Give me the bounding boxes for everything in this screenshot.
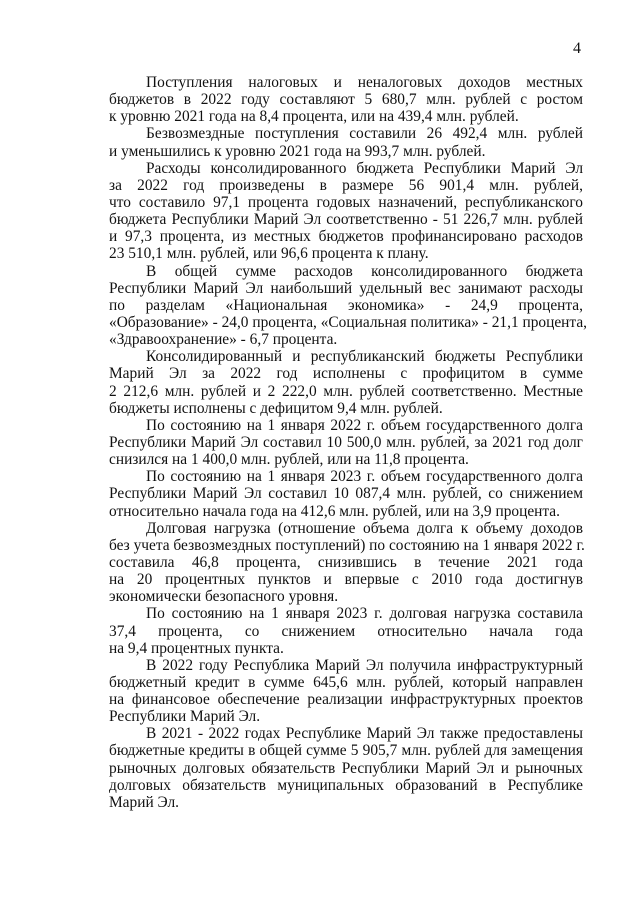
text-line: В 2022 году Республика Марий Эл получила инфраструктурный [146,656,583,674]
text-line: по разделам «Национальная экономика» - 24,9 процента, [109,296,583,314]
text-line: за 2022 год произведены в размере 56 901,4 млн. рублей, [109,176,583,194]
text-line: бюджеты исполнены с дефицитом 9,4 млн. рублей. [109,399,443,417]
paragraph [109,520,583,606]
text-line: Республики Марий Эл составил 10 087,4 млн. рублей, со снижением [109,485,583,503]
text-line: По состоянию на 1 января 2023 г. объем государственного долга [146,468,583,486]
text-line: В 2021 - 2022 годах Республике Марий Эл также предоставлены [146,725,583,743]
text-line: бюджетные кредиты в общей сумме 5 905,7 млн. рублей для замещения [109,742,583,760]
text-line: Республики Марий Эл наибольший удельный вес занимают расходы [109,279,583,297]
paragraph [109,262,588,349]
text-line: 2 212,6 млн. рублей и 2 222,0 млн. рублей соответственно. Местные [109,382,583,400]
text-line: и 97,3 процента, из местных бюджетов профинансировано расходов [109,228,583,246]
text-line: В общей сумме расходов консолидированного бюджета [146,262,583,280]
text-line: снизился на 1 400,0 млн. рублей, или на 11,8 процента. [109,451,469,469]
text-line: экономически безопасного уровня. [109,588,339,606]
text-line: без учета безвозмездных поступлений) по состоянию на 1 января 2022 г. [109,536,585,554]
text-line: Безвозмездные поступления составили 26 492,4 млн. рублей [146,125,583,143]
text-line: и уменьшились к уровню 2021 года на 993,7 млн. рублей. [109,142,486,160]
text-line: к уровню 2021 года на 8,4 процента, или на 439,4 млн. рублей. [109,108,519,126]
text-line: на финансовое обеспечение реализации инфраструктурных проектов [109,691,583,709]
text-line: Республики Марий Эл составил 10 500,0 млн. рублей, за 2021 год долг [109,433,583,451]
paragraph [109,160,583,263]
text-line: Расходы консолидированного бюджета Республики Марий Эл [146,159,583,177]
text-line: «Здравоохранение» - 6,7 процента. [109,331,338,349]
text-line: составила 46,8 процента, снизившись в течение 2021 года [109,553,583,571]
text-line: По состоянию на 1 января 2023 г. долговая нагрузка составила [146,605,583,623]
document-body [109,74,588,811]
paragraph [109,605,583,656]
text-line: на 9,4 процентных пункта. [109,639,284,657]
paragraph [109,125,583,159]
text-line: на 20 процентных пунктов и впервые с 2010 года достигнув [109,571,583,589]
text-line: бюджетный кредит в сумме 645,6 млн. рублей, который направлен [109,673,583,691]
paragraph [109,348,583,417]
paragraph [109,725,583,811]
text-line: «Образование» - 24,0 процента, «Социальная политика» - 21,1 процента, [109,313,588,331]
text-line: Поступления налоговых и неналоговых доходов местных [146,74,583,91]
text-line: Марий Эл. [109,793,180,811]
text-line: 37,4 процента, со снижением относительно начала года [109,622,583,640]
text-line: 23 510,1 млн. рублей, или 96,6 процента к плану. [109,245,429,263]
text-line: Консолидированный и республиканский бюджеты Республики [146,348,583,366]
text-line: относительно начала года на 412,6 млн. рублей, или на 3,9 процента. [109,502,560,520]
page-number: 4 [573,40,581,57]
text-line: Марий Эл за 2022 год исполнены с профицитом в сумме [109,365,583,383]
text-line: бюджета Республики Марий Эл соответственно - 51 226,7 млн. рублей [109,211,583,229]
text-line: долговых обязательств муниципальных образований в Республике [109,776,583,794]
paragraph [109,468,583,519]
text-line: Долговая нагрузка (отношение объема долга к объему доходов [146,519,583,537]
paragraph [109,657,583,726]
text-line: По состоянию на 1 января 2022 г. объем государственного долга [146,416,583,434]
text-line: рыночных долговых обязательств Республики Марий Эл и рыночных [109,759,583,777]
paragraph [109,74,583,125]
text-line: что составило 97,1 процента годовых назначений, республиканского [109,193,583,211]
text-line: Республики Марий Эл. [109,708,261,726]
text-line: бюджетов в 2022 году составляют 5 680,7 млн. рублей с ростом [109,91,583,109]
paragraph [109,417,583,468]
